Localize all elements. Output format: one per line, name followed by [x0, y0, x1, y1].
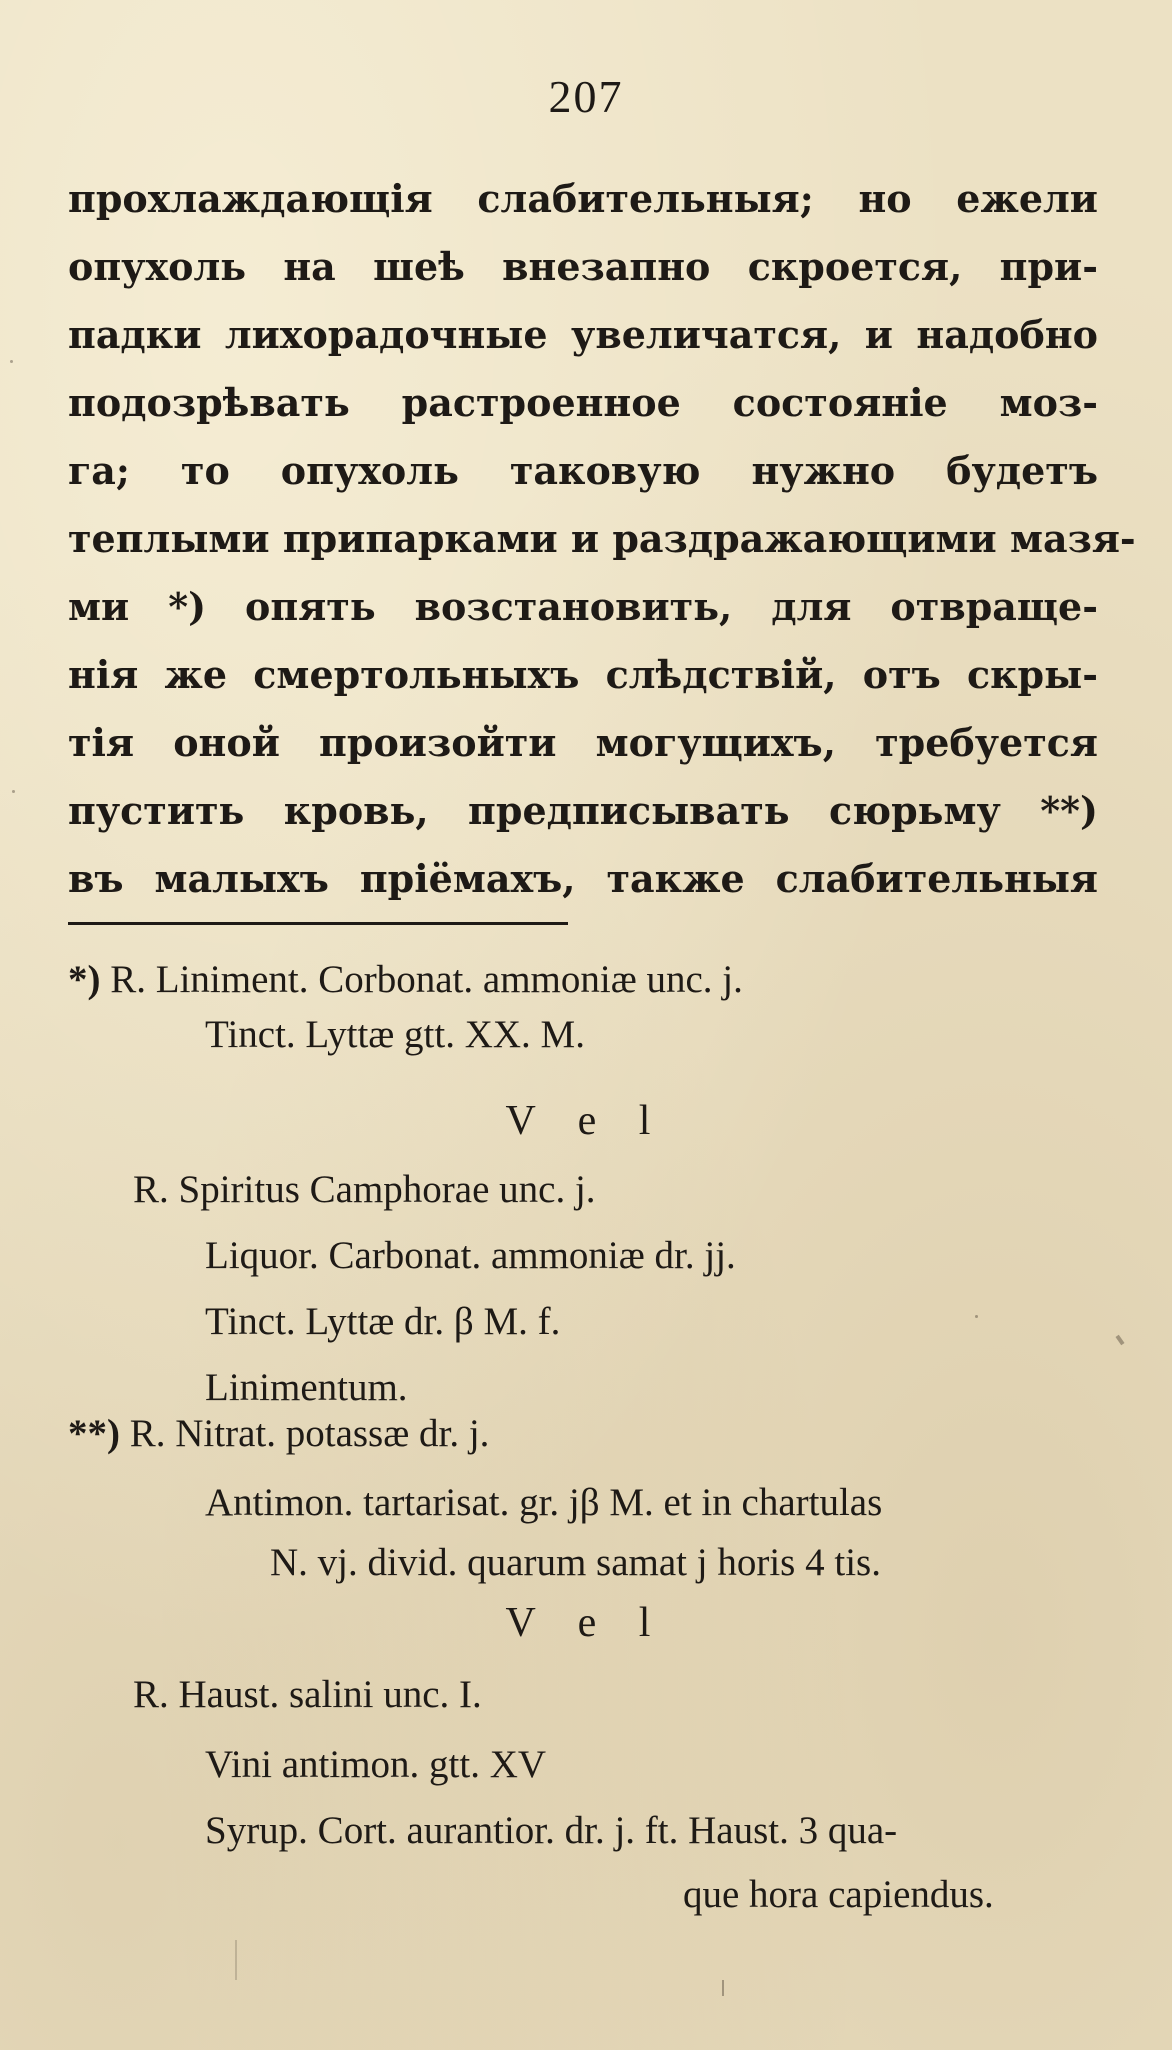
text-line: тія оной произойти могущихъ, требуется	[68, 720, 1098, 765]
text-line: пустить кровь, предписывать сюрьму **)	[68, 788, 1098, 833]
footnote-1-line-1: R. Liniment. Corbonat. ammoniæ unc. j.	[110, 958, 743, 1001]
alt-1-line-3: Tinct. Lyttæ dr. β M. f.	[205, 1300, 561, 1343]
footnote-2-first-line	[68, 1409, 489, 1459]
text-line: нія же смертольныхъ слѣдствій, отъ скры-	[68, 652, 1098, 697]
footnote-2-line-1: R. Nitrat. potassæ dr. j.	[129, 1412, 490, 1455]
footnote-separator-rule	[68, 922, 568, 925]
alt-2-line-1: R. Haust. salini unc. I.	[133, 1673, 482, 1716]
footnote-2-line-2: Antimon. tartarisat. gr. jβ M. et in chartulas	[205, 1481, 883, 1524]
text-line: га; то опухоль таковую нужно будетъ	[68, 448, 1098, 493]
paper-speck	[975, 1315, 978, 1318]
footnote-2-marker: **)	[68, 1412, 120, 1455]
alt-1-line-2: Liquor. Carbonat. ammoniæ dr. jj.	[205, 1234, 736, 1277]
vel-separator-2: V e l	[505, 1600, 667, 1646]
text-line: ми *) опять возстановить, для отвраще-	[68, 584, 1098, 629]
text-line: въ малыхъ пріёмахъ, также слабительныя	[68, 856, 1098, 901]
text-line: опухоль на шеѣ внезапно скроется, при-	[68, 244, 1098, 289]
paper-speck	[10, 360, 13, 363]
main-text-block	[68, 165, 1136, 913]
page-number: 207	[548, 71, 624, 122]
alt-2-line-4: que hora capiendus.	[683, 1873, 994, 1916]
vel-separator-1: V e l	[505, 1098, 667, 1144]
footnote-1-line-2: Tinct. Lyttæ gtt. XX. M.	[205, 1013, 585, 1056]
text-line: падки лихорадочные увеличатся, и надобно	[68, 312, 1098, 357]
alt-2-line-3: Syrup. Cort. aurantior. dr. j. ft. Haust. 3 qua-	[205, 1809, 898, 1852]
alt-1-line-4: Linimentum.	[205, 1366, 408, 1409]
footnote-1-first-line	[68, 955, 743, 1005]
text-line: теплыми припарками и раздражающими мазя-	[68, 516, 1136, 561]
footnote-2-line-3: N. vj. divid. quarum samat j horis 4 tis.	[270, 1541, 881, 1584]
footnote-1-marker: *)	[68, 958, 101, 1001]
text-line: прохлаждающія слабительныя; но ежели	[68, 176, 1098, 221]
paper-speck	[722, 1980, 724, 1996]
paper-speck	[235, 1940, 237, 1980]
text-line: подозрѣвать растроенное состояніе моз-	[68, 380, 1098, 425]
paper-speck	[1115, 1335, 1124, 1345]
alt-2-line-2: Vini antimon. gtt. XV	[205, 1743, 547, 1786]
alt-1-line-1: R. Spiritus Camphorae unc. j.	[133, 1168, 596, 1211]
paper-speck	[12, 790, 15, 793]
